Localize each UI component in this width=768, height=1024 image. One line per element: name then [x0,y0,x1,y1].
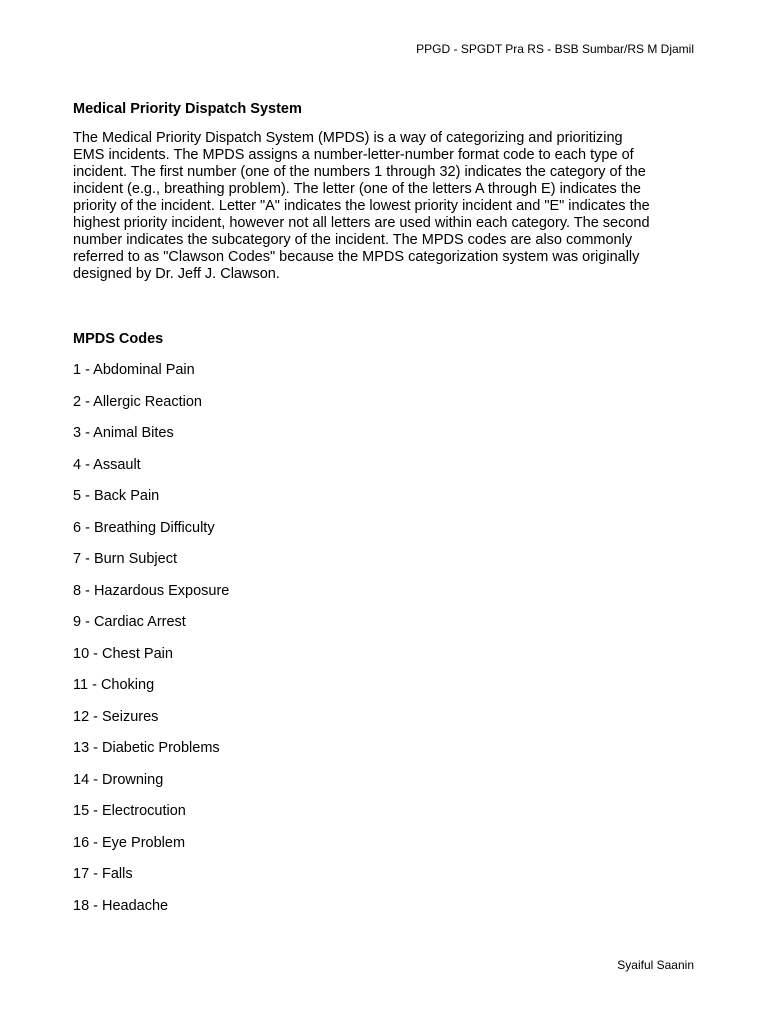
intro-line: referred to as "Clawson Codes" because the MPDS categorization system was originally [73,249,640,265]
intro-line: number indicates the subcategory of the incident. The MPDS codes are also commonly [73,232,633,248]
list-item: 8 - Hazardous Exposure [73,582,230,599]
intro-line: incident. The first number (one of the numbers 1 through 32) indicates the category of the [73,164,646,180]
list-item: 9 - Cardiac Arrest [73,614,186,630]
list-item: 16 - Eye Problem [73,834,186,851]
list-item: 15 - Electrocution [73,803,186,819]
list-item: 18 - Headache [73,897,169,914]
intro-line: priority of the incident. Letter "A" indicates the lowest priority incident and "E" indicates the [73,198,650,214]
list-item: 6 - Breathing Difficulty [73,519,215,536]
list-item: 7 - Burn Subject [73,551,177,567]
list-item: 1 - Abdominal Pain [73,362,195,378]
list-item: 2 - Allergic Reaction [73,393,202,410]
intro-line: highest priority incident, however not all letters are used within each category. The second [73,215,650,231]
list-item: 11 - Choking [73,677,155,693]
intro-line: incident (e.g., breathing problem). The letter (one of the letters A through E) indicates the [73,181,641,197]
list-item: 5 - Back Pain [73,488,160,504]
list-item: 10 - Chest Pain [73,645,173,662]
list-item: 4 - Assault [73,456,141,473]
mpds-code-list [73,361,229,928]
list-item: 17 - Falls [73,866,133,882]
intro-line: designed by Dr. Jeff J. Clawson. [73,266,280,282]
intro-line: The Medical Priority Dispatch System (MPDS) is a way of categorizing and prioritizing [73,130,623,146]
page-header: PPGD - SPGDT Pra RS - BSB Sumbar/RS M Djamil [416,42,694,56]
list-item: 14 - Drowning [73,771,164,788]
list-item: 12 - Seizures [73,708,159,725]
document-content [73,100,693,914]
intro-paragraph [73,130,693,283]
document-title: Medical Priority Dispatch System [73,101,302,117]
page-footer: Syaiful Saanin [617,958,694,972]
codes-heading: MPDS Codes [73,331,164,347]
list-item: 13 - Diabetic Problems [73,740,220,756]
list-item: 3 - Animal Bites [73,425,174,441]
intro-line: EMS incidents. The MPDS assigns a number-letter-number format code to each type of [73,147,634,163]
